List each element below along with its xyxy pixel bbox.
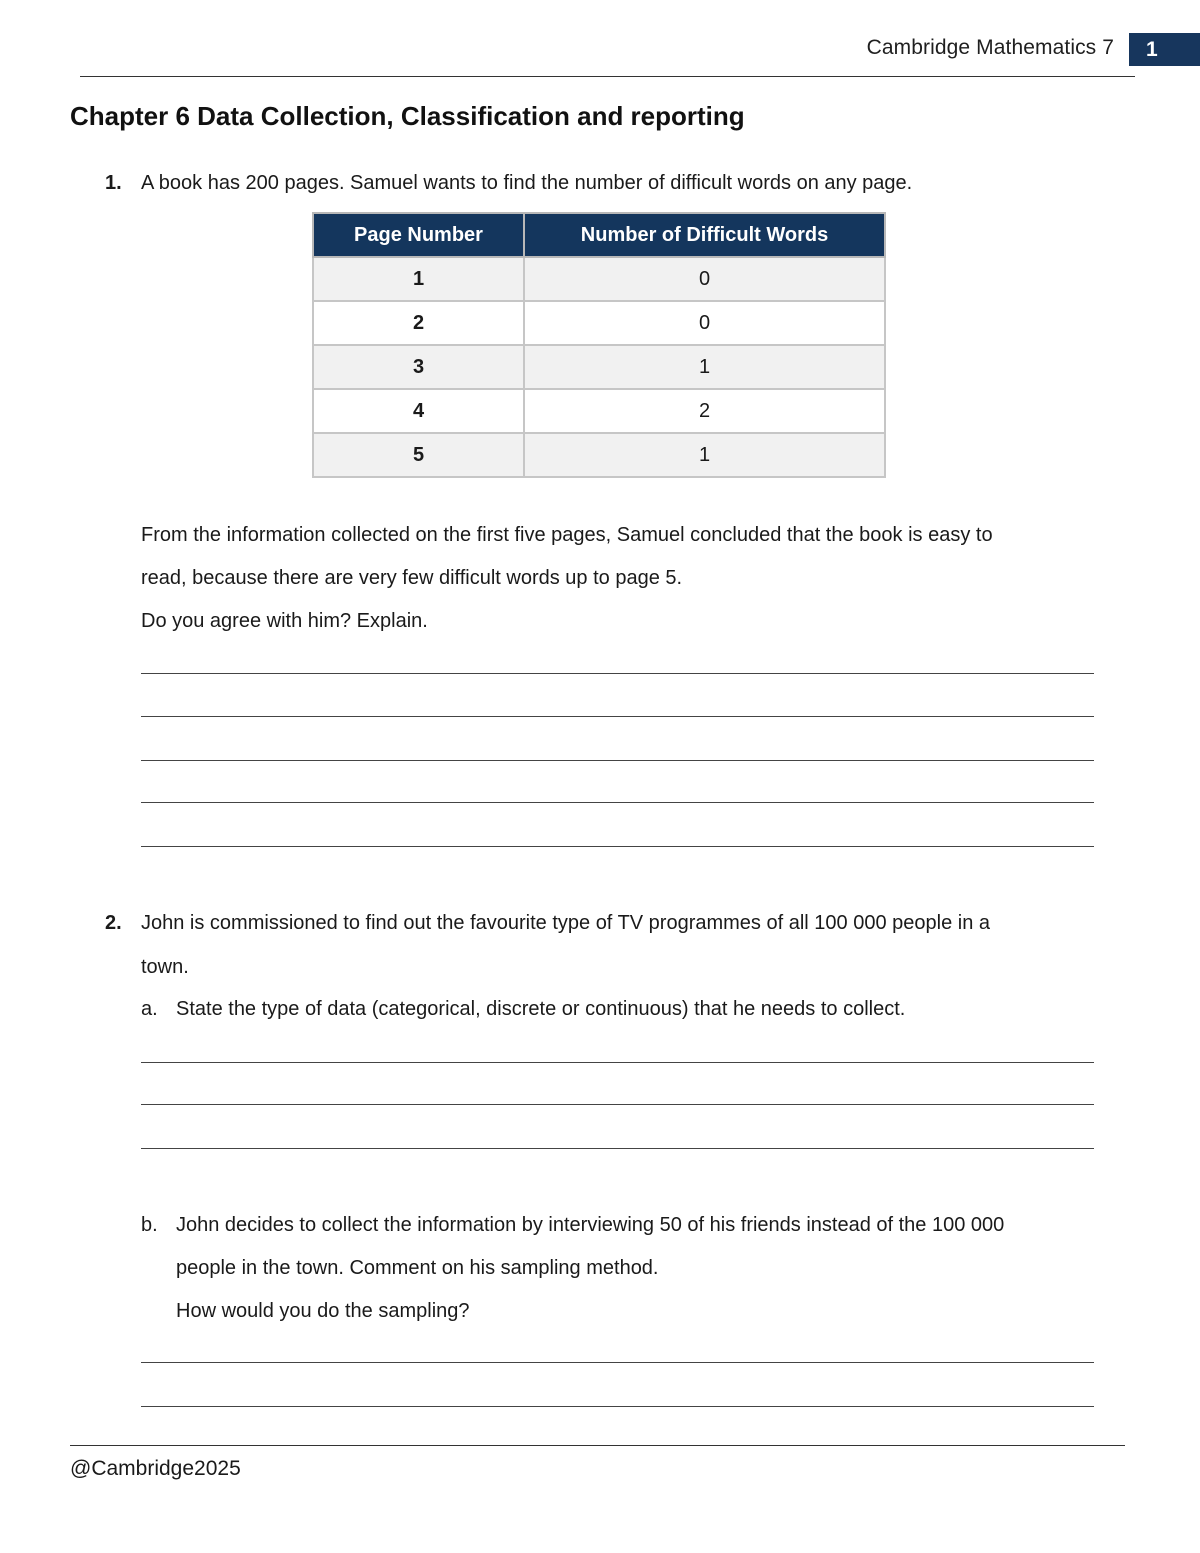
table-row [313,433,885,477]
difficult-words-table [312,212,886,478]
answer-line[interactable] [141,673,1094,674]
table-header-page-number: Page Number [313,213,524,257]
chapter-title: Chapter 6 Data Collection, Classification and reporting [70,101,745,131]
answer-line[interactable] [141,1062,1094,1063]
answer-line[interactable] [141,1104,1094,1105]
header-title: Cambridge Mathematics 7 [866,36,1114,59]
footer-copyright: @Cambridge2025 [70,1457,241,1480]
footer-divider [70,1445,1125,1446]
question-1-question: Do you agree with him? Explain. [141,610,428,632]
question-2-prompt-line-2: town. [141,956,189,978]
question-2-prompt-line-1: John is commissioned to find out the favourite type of TV programmes of all 100 000 people in a [141,912,991,934]
table-header-row [313,213,885,257]
question-2a-label: a. [141,998,158,1020]
question-2-number: 2. [105,912,122,934]
answer-line[interactable] [141,846,1094,847]
question-1-paragraph-line-2: read, because there are very few difficult words up to page 5. [141,567,683,589]
cell-difficult-words: 0 [524,301,885,345]
cell-difficult-words: 2 [524,389,885,433]
answer-line[interactable] [141,802,1094,803]
question-1-paragraph-line-1: From the information collected on the first five pages, Samuel concluded that the book is easy to [141,524,993,546]
cell-difficult-words: 1 [524,345,885,389]
cell-page-number: 3 [313,345,524,389]
cell-page-number: 1 [313,257,524,301]
question-2b-line-2: people in the town. Comment on his sampling method. [176,1257,659,1279]
cell-difficult-words: 1 [524,433,885,477]
cell-page-number: 5 [313,433,524,477]
header-divider [80,76,1135,77]
page-number-badge: 1 [1129,33,1200,66]
answer-line[interactable] [141,1148,1094,1149]
question-1-prompt: A book has 200 pages. Samuel wants to find the number of difficult words on any page. [141,172,913,194]
table-row [313,345,885,389]
answer-line[interactable] [141,716,1094,717]
question-2b-line-3: How would you do the sampling? [176,1300,470,1322]
cell-page-number: 2 [313,301,524,345]
question-1-number: 1. [105,172,122,194]
table-header-difficult-words: Number of Difficult Words [524,213,885,257]
answer-line[interactable] [141,760,1094,761]
question-2b-label: b. [141,1214,158,1236]
cell-difficult-words: 0 [524,257,885,301]
table-row [313,389,885,433]
question-2b-line-1: John decides to collect the information by interviewing 50 of his friends instead of the 100 000 [176,1214,1005,1236]
answer-line[interactable] [141,1362,1094,1363]
table-row [313,257,885,301]
answer-line[interactable] [141,1406,1094,1407]
table-row [313,301,885,345]
question-2a-text: State the type of data (categorical, discrete or continuous) that he needs to collect. [176,998,906,1020]
cell-page-number: 4 [313,389,524,433]
